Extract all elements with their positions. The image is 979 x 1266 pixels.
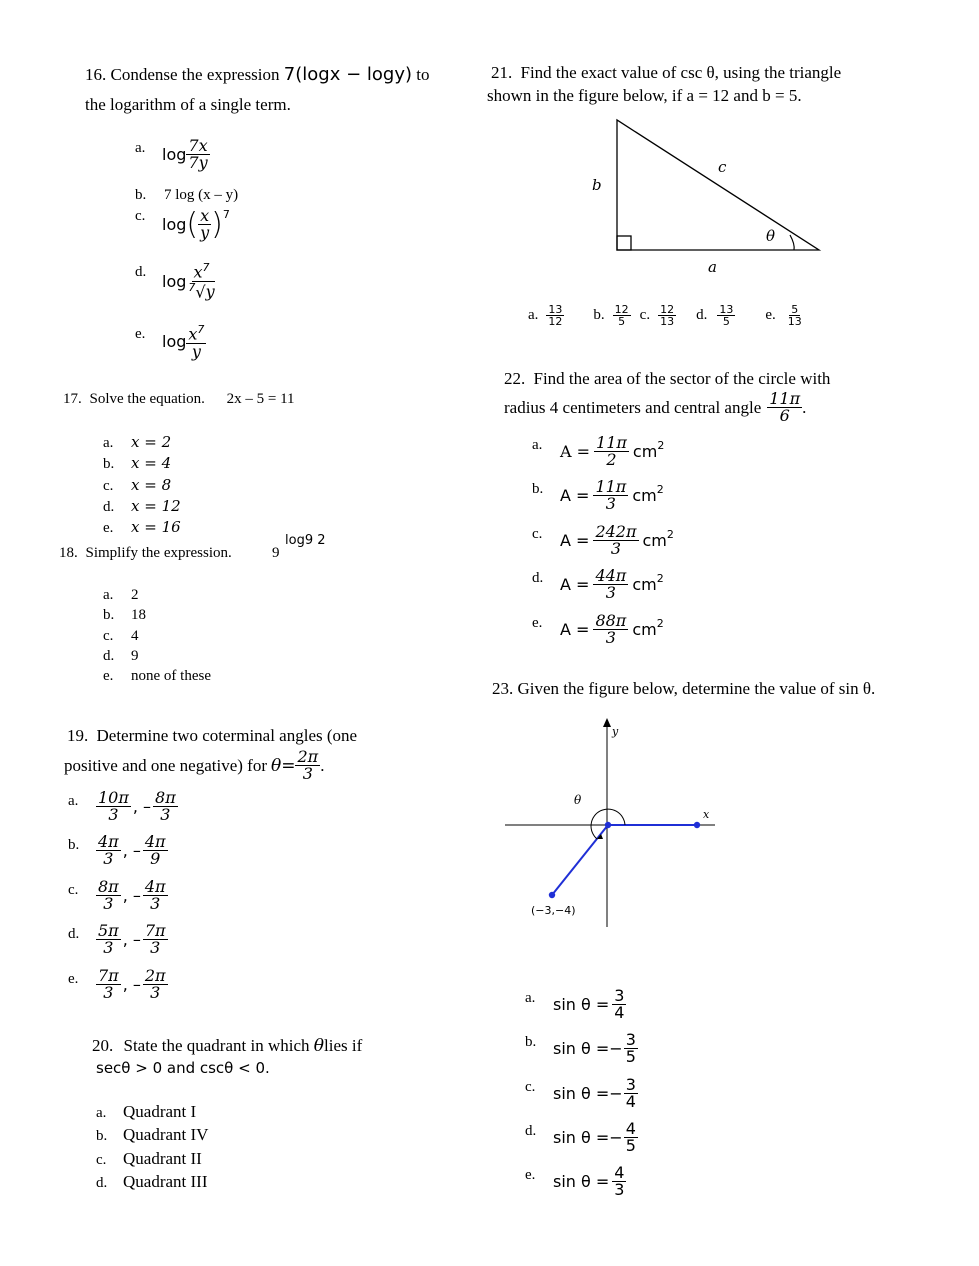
q23-number: 23.: [492, 679, 514, 698]
q23-b-lhs: sin θ =: [553, 1039, 610, 1059]
q22-option-a: [560, 435, 664, 469]
q20-value-d: Quadrant III: [123, 1171, 208, 1191]
q16-e-log: log: [162, 332, 187, 352]
q17-option-c: [103, 475, 181, 496]
q23-line: [492, 679, 875, 699]
q23-b-num: 3: [625, 1030, 636, 1049]
q23-a-num: 3: [614, 986, 625, 1005]
q21-line1: [491, 63, 841, 83]
q19-b-neg-num: 4π: [144, 832, 166, 851]
q23-terminal-side: [552, 825, 608, 895]
q19-d-pos-den: 3: [103, 938, 114, 958]
q19-option-b: $\frac{4\pi}{3}$ , – $\frac{4\pi}{9}$: [98, 832, 166, 869]
q22-b-unit-exp: 2: [656, 483, 664, 496]
q18-label-d: d.: [103, 647, 115, 664]
q22-option-c: [560, 524, 674, 558]
q22-angle-den: 6: [779, 406, 790, 426]
q23-x-point: [694, 822, 700, 828]
q16-number: 16.: [85, 65, 107, 84]
q22-b-num: 11π: [595, 477, 627, 496]
q17-label-b: b.: [103, 456, 115, 473]
q19-e-neg-den: 3: [150, 983, 161, 1003]
q23-c-num: 3: [625, 1075, 636, 1094]
q17-label-e: e.: [103, 520, 114, 537]
q23-e-den: 3: [614, 1180, 625, 1200]
q22-a-unit-exp: 2: [657, 439, 665, 452]
q23-x-label: x: [703, 808, 710, 821]
q22-line1: [504, 369, 830, 389]
q23-option-e: [553, 1165, 626, 1199]
q18-value-c: 4: [131, 627, 139, 644]
q20-condition: secθ > 0 and cscθ < 0.: [96, 1059, 270, 1077]
q22-d-den: 3: [605, 583, 616, 603]
q21-triangle: [617, 120, 819, 250]
q16-e-exp: 7: [197, 323, 205, 336]
q21-b-num: 12: [614, 303, 629, 316]
q18-base: 9: [272, 545, 280, 561]
q19-b-neg-den: 9: [150, 849, 161, 869]
q16-prompt-to: to: [416, 65, 430, 84]
q22-d-unit: cm: [632, 575, 657, 595]
q23-label-e: e.: [525, 1167, 536, 1183]
q19-label-a: a.: [68, 793, 79, 809]
q18-label-b: b.: [103, 607, 115, 624]
q22-label-e: e.: [532, 615, 543, 631]
q16-label-c: c.: [135, 208, 146, 224]
q16-c-log: log: [162, 215, 187, 235]
q22-a-den: 2: [606, 450, 617, 470]
q22-d-unit-exp: 2: [656, 572, 664, 585]
q19-prompt2: positive and one negative) for: [64, 755, 267, 775]
q22-angle-num: 11π: [769, 389, 801, 408]
q22-number: 22.: [504, 369, 526, 388]
q19-d-pos-num: 5π: [98, 921, 119, 940]
q16-d-y: y: [205, 281, 215, 301]
q20-option-b: [96, 1124, 208, 1147]
q20-prompt2: lies if: [324, 1036, 363, 1055]
q19-label-b: b.: [68, 837, 80, 853]
q16-option-d: [162, 262, 217, 300]
q20-label-d: d.: [96, 1174, 108, 1191]
q23-d-sign: −: [609, 1128, 623, 1148]
q19-a-neg-den: 3: [160, 805, 171, 825]
q23-a-den: 4: [614, 1003, 625, 1023]
q16-d-log: log: [162, 271, 187, 291]
q18-value-e: none of these: [131, 668, 211, 685]
q19-c-pos-den: 3: [103, 894, 114, 914]
q16-c-den: y: [200, 223, 210, 243]
q19-option-c: $\frac{8\pi}{3}$ , – $\frac{4\pi}{3}$: [98, 877, 166, 914]
q23-point: [549, 892, 555, 898]
q16-line1: [85, 64, 429, 85]
q16-a-log: log: [162, 145, 187, 165]
q19-e-pos-num: 7π: [98, 966, 119, 985]
q16-label-d: d.: [135, 264, 147, 280]
q23-e-lhs: sin θ =: [553, 1172, 610, 1192]
q17-options: [103, 432, 181, 538]
q17-value-a: x = 2: [131, 433, 172, 451]
q21-c-den: 13: [660, 315, 675, 329]
q22-c-unit-exp: 2: [666, 528, 674, 541]
q22-period: .: [802, 397, 807, 417]
q20-label-a: a.: [96, 1105, 107, 1121]
q18-value-d: 9: [131, 647, 139, 664]
q21-options: [528, 304, 804, 327]
q19-label-e: e.: [68, 971, 79, 987]
q16-option-c: log ( $\frac{x}{y}$ ) $^7$: [162, 206, 230, 243]
q18-prompt: Simplify the expression.: [85, 545, 232, 561]
q16-c-exp: 7: [222, 208, 230, 221]
q19-theta-num: 2π: [297, 747, 319, 766]
q16-option-e: [162, 324, 206, 360]
q22-b-lhs: A =: [560, 486, 590, 506]
q21-d-den: 5: [722, 315, 730, 329]
q19-label-d: d.: [68, 926, 80, 942]
q21-angle-arc: [790, 235, 794, 250]
q22-d-lhs: A =: [560, 575, 590, 595]
q16-d-exp: 7: [202, 261, 210, 274]
q23-c-lhs: sin θ =: [553, 1084, 610, 1104]
q22-e-lhs: A =: [560, 620, 590, 640]
q17-option-a: [103, 432, 181, 453]
q21-label-side-c: c: [718, 158, 727, 176]
q20-value-a: Quadrant I: [123, 1102, 197, 1121]
q23-option-d: [553, 1121, 638, 1155]
q22-e-den: 3: [605, 628, 616, 648]
q22-a-num: 11π: [596, 433, 627, 452]
q19-b-pos-num: 4π: [98, 832, 119, 851]
q17-value-b: x = 4: [131, 454, 172, 473]
q20-options: [96, 1101, 208, 1194]
q17-value-d: x = 12: [131, 496, 181, 515]
q20-label-b: b.: [96, 1128, 108, 1145]
q21-label-d: d.: [696, 307, 708, 324]
q16-a-den: 7y: [188, 153, 208, 173]
q23-b-den: 5: [625, 1047, 636, 1067]
q21-c-num: 12: [660, 303, 675, 316]
q22-option-b: [560, 479, 664, 513]
q21-d-num: 13: [719, 303, 734, 316]
q19-theta-den: 3: [302, 764, 313, 784]
q18-label-c: c.: [103, 627, 114, 644]
q18-exponent: log9 2: [285, 533, 326, 548]
q20-option-c: [96, 1148, 208, 1171]
q19-a-pos-den: 3: [108, 805, 119, 825]
q18-option-d: [103, 646, 211, 666]
q17-option-d: [103, 496, 181, 517]
q19-a-pos-num: 10π: [98, 788, 129, 807]
q19-label-c: c.: [68, 882, 79, 898]
q17-line: [63, 391, 295, 408]
q19-d-neg-num: 7π: [144, 921, 166, 940]
q22-label-d: d.: [532, 570, 544, 586]
q16-option-b: 7 log (x – y): [164, 187, 239, 203]
q21-label-c: c.: [639, 307, 651, 324]
q16-label-b: b.: [135, 187, 147, 203]
q16-d-num: [192, 262, 212, 282]
q20-theta: θ: [313, 1036, 325, 1056]
q22-prompt2: radius 4 centimeters and central angle: [504, 397, 762, 417]
q23-label-b: b.: [525, 1034, 537, 1050]
q22-b-unit: cm: [632, 486, 657, 506]
q22-option-d: [560, 568, 664, 602]
q22-a-unit: cm: [632, 442, 658, 462]
q22-c-den: 3: [610, 539, 622, 559]
q23-point-label: (−3,−4): [531, 904, 576, 917]
q19-option-e: $\frac{7\pi}{3}$ , – $\frac{2\pi}{3}$: [98, 966, 166, 1003]
q16-e-num: [186, 324, 206, 344]
q23-a-lhs: sin θ =: [553, 995, 610, 1015]
q23-option-c: [553, 1077, 638, 1111]
q23-theta-label: θ: [574, 793, 582, 807]
q23-c-den: 4: [625, 1092, 636, 1112]
q23-option-b: [553, 1032, 638, 1066]
q22-label-b: b.: [532, 481, 544, 497]
q23-c-sign: −: [609, 1084, 623, 1104]
q21-label-side-a: a: [708, 258, 717, 276]
q22-line2: [504, 391, 806, 425]
q16-e-den: y: [191, 341, 201, 361]
q16-prompt-line2: the logarithm of a single term.: [85, 95, 291, 114]
q16-d-root-index: 7: [188, 280, 196, 294]
q17-label-c: c.: [103, 477, 114, 494]
q22-a-lhs: A =: [560, 442, 591, 462]
q19-b-pos-den: 3: [103, 849, 114, 869]
q20-option-d: [96, 1171, 208, 1194]
q21-label-theta: θ: [766, 227, 776, 245]
q18-option-a: [103, 585, 211, 605]
q17-option-b: [103, 453, 181, 474]
q16-label-e: e.: [135, 326, 146, 342]
q23-coordinate-figure: [500, 715, 725, 935]
q21-triangle-figure: [585, 112, 830, 280]
q17-prompt: Solve the equation.: [89, 391, 205, 407]
q16-option-a: [162, 138, 210, 172]
q22-prompt1: Find the area of the sector of the circle with: [533, 369, 831, 388]
q18-number: 18.: [59, 545, 78, 561]
q22-e-unit-exp: 2: [656, 617, 664, 630]
q21-number: 21.: [491, 63, 513, 82]
q21-e-num: 5: [791, 303, 799, 316]
q19-c-pos-num: 8π: [98, 877, 119, 896]
q18-label-e: e.: [103, 668, 114, 685]
q23-origin-point: [605, 822, 611, 828]
q19-prompt1: Determine two coterminal angles (one: [96, 726, 358, 745]
q18-line: [59, 545, 232, 562]
q22-label-a: a.: [532, 437, 543, 453]
q22-b-den: 3: [605, 494, 616, 514]
q19-theta: θ=: [271, 755, 296, 776]
q20-number: 20.: [92, 1036, 114, 1055]
q19-line2: positive and one negative) for θ= $\frac{2\pi}{3}$ .: [64, 747, 325, 784]
q16-c-num: x: [200, 206, 210, 225]
q19-c-neg-den: 3: [150, 894, 161, 914]
q21-e-den: 13: [787, 315, 802, 329]
q20-label-c: c.: [96, 1151, 107, 1168]
q23-label-c: c.: [525, 1079, 536, 1095]
q21-right-angle-mark: [617, 236, 631, 250]
q19-d-neg-den: 3: [150, 938, 161, 958]
q22-option-e: [560, 613, 664, 647]
q19-option-d: $\frac{5\pi}{3}$ , – $\frac{7\pi}{3}$: [98, 921, 166, 958]
q16-label-a: a.: [135, 140, 146, 156]
q22-c-lhs: A =: [560, 531, 590, 551]
q17-number: 17.: [63, 391, 82, 407]
q18-value-b: 18: [131, 607, 146, 624]
q21-label-a: a.: [528, 307, 539, 324]
q18-option-c: [103, 626, 211, 646]
q16-expression: 7(logx − logy): [283, 64, 412, 85]
q16-d-x: x: [193, 262, 203, 282]
q18-options: [103, 585, 211, 686]
q23-prompt: Given the figure below, determine the value of sin θ.: [517, 679, 876, 698]
q17-equation: 2x – 5 = 11: [226, 391, 295, 407]
q18-value-a: 2: [131, 587, 139, 603]
q21-label-e: e.: [765, 307, 776, 324]
q17-value-c: x = 8: [131, 475, 172, 494]
q23-y-label: y: [612, 725, 619, 738]
q20-value-b: Quadrant IV: [123, 1125, 209, 1145]
q19-e-pos-den: 3: [103, 983, 114, 1003]
q22-label-c: c.: [532, 526, 543, 542]
q22-e-num: 88π: [595, 611, 627, 630]
q23-d-den: 5: [625, 1136, 636, 1156]
q22-c-num: 242π: [595, 522, 637, 541]
q21-label-b: b.: [593, 307, 605, 324]
q21-label-side-b: b: [592, 176, 602, 194]
q21-b-den: 5: [618, 315, 626, 329]
q19-number: 19.: [67, 726, 89, 745]
q16-e-x: x: [188, 324, 198, 344]
q23-b-sign: −: [609, 1039, 623, 1059]
q18-label-a: a.: [103, 587, 114, 603]
q23-d-num: 4: [625, 1119, 636, 1138]
q23-option-a: [553, 988, 626, 1022]
q21-a-num: 13: [548, 303, 563, 316]
q22-e-unit: cm: [632, 620, 657, 640]
q23-y-arrow: [603, 718, 611, 727]
q21-prompt2: shown in the figure below, if a = 12 and b = 5.: [487, 86, 802, 105]
q22-c-unit: cm: [642, 531, 667, 551]
q18-option-e: [103, 666, 211, 686]
q23-label-d: d.: [525, 1123, 537, 1139]
q21-prompt1: Find the exact value of csc θ, using the triangle: [520, 63, 842, 82]
q16-prompt: Condense the expression: [110, 65, 280, 84]
q19-e-neg-num: 2π: [144, 966, 166, 985]
q16-d-den: $^7$√y: [188, 280, 215, 301]
q17-label-a: a.: [103, 435, 114, 451]
q22-d-num: 44π: [595, 566, 627, 585]
q21-a-den: 12: [548, 315, 563, 329]
q20-option-a: [96, 1101, 208, 1124]
q18-option-b: [103, 605, 211, 625]
q20-line1: [92, 1036, 362, 1056]
q20-value-c: Quadrant II: [123, 1148, 202, 1168]
q17-value-e: x = 16: [131, 518, 181, 537]
q19-a-neg-num: 8π: [155, 788, 176, 807]
q19-option-a: $\frac{10\pi}{3}$ , – $\frac{8\pi}{3}$: [98, 788, 176, 825]
q16-a-num: 7x: [188, 136, 208, 155]
q20-prompt1: State the quadrant in which: [123, 1036, 310, 1055]
q17-option-e: [103, 517, 181, 538]
q23-d-lhs: sin θ =: [553, 1128, 610, 1148]
q23-e-num: 4: [614, 1163, 625, 1182]
q17-label-d: d.: [103, 498, 115, 515]
q23-label-a: a.: [525, 990, 536, 1006]
q19-line1: [67, 726, 357, 746]
q19-c-neg-num: 4π: [144, 877, 166, 896]
